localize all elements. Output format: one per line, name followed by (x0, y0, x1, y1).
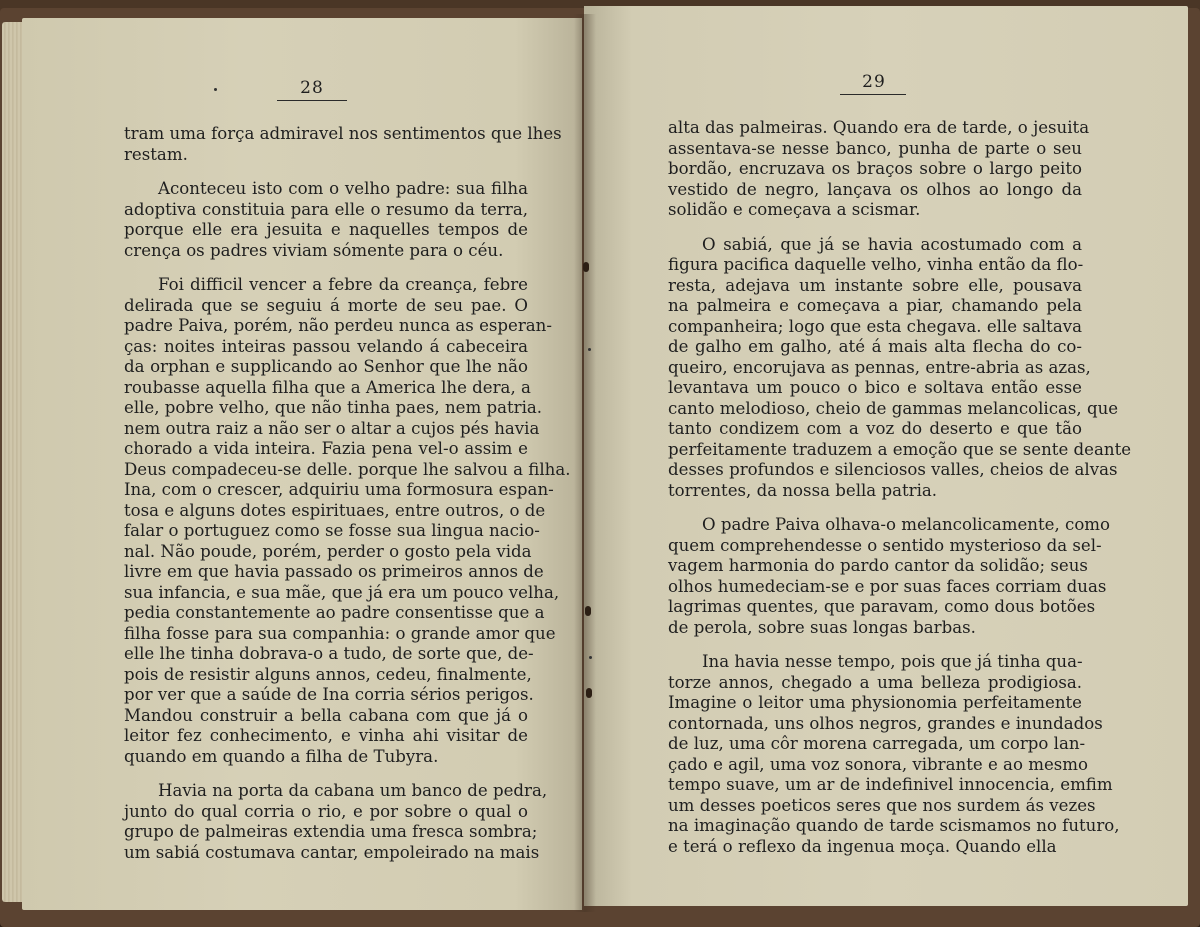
text-line: Deus compadeceu-se delle. porque lhe salvou a filha. (124, 459, 571, 479)
text-line: chorado a vida inteira. Fazia pena vel-o assim e (124, 439, 528, 458)
text-line: vestido de negro, lançava os olhos ao longo da (668, 179, 1082, 199)
text-line: companheira; logo que esta chegava. elle saltava (668, 316, 1082, 336)
text-line: porque elle era jesuita e naquelles tempos de (124, 220, 528, 239)
text-line: pois de resistir alguns annos, cedeu, finalmente, (124, 664, 532, 684)
text-line: ças: noites inteiras passou velando á cabeceira (124, 336, 528, 356)
text-line: por ver que a saúde de Ina corria sérios perigos. (124, 685, 534, 704)
text-line: elle, pobre velho, que não tinha paes, nem patria. (124, 398, 543, 417)
page-number-rule-right (840, 94, 906, 95)
page-number-right: 29 (862, 72, 886, 92)
text-line: um desses poeticos seres que nos surdem ás vezes (668, 795, 1096, 815)
text-line: pedia constantemente ao padre consentisse que a (124, 603, 545, 622)
paragraph (124, 781, 548, 863)
text-line: bordão, encruzava os braços sobre o largo peito (668, 159, 1082, 178)
text-line: na palmeira e começava a piar, chamando pela (668, 296, 1082, 315)
text-line: çado e agil, uma voz sonora, vibrante e ao mesmo (668, 754, 1089, 774)
left-page-text (124, 124, 571, 863)
text-line: restam. (124, 144, 188, 164)
text-line: resta, adejava um instante sobre elle, pousava (668, 275, 1082, 295)
text-line: junto do qual corria o rio, e por sobre o qual o (124, 801, 528, 821)
page-number-left: 28 (300, 78, 324, 98)
paragraph (124, 124, 562, 165)
text-line: nem outra raiz a não ser o altar a cujos pés havia (124, 418, 540, 438)
text-line: solidão e começava a scismar. (668, 200, 921, 219)
text-line: filha fosse para sua companhia: o grande amor que (124, 623, 556, 643)
text-line: falar o portuguez como se fosse sua lingua nacio- (124, 521, 540, 540)
text-line: adoptiva constituia para elle o resumo da terra, (124, 199, 528, 219)
paragraph-gap (668, 221, 1082, 235)
text-line: tempo suave, um ar de indefinivel innocencia, emfim (668, 775, 1113, 794)
text-line: grupo de palmeiras extendia uma fresca sombra; (124, 822, 538, 841)
text-line: Imagine o leitor uma physionomia perfeitamente (668, 693, 1082, 712)
text-line: Mandou construir a bella cabana com que já o (124, 705, 528, 725)
paragraph-gap (668, 638, 1082, 652)
binding-hole (589, 656, 592, 659)
text-line: de perola, sobre suas longas barbas. (668, 617, 976, 637)
text-line: assentava-se nesse banco, punha de parte o seu (668, 138, 1082, 158)
text-line: leitor fez conhecimento, e vinha ahi visitar de (124, 726, 528, 745)
paragraph (124, 179, 528, 261)
text-line: torrentes, da nossa bella patria. (668, 480, 938, 500)
paragraph (668, 515, 1111, 638)
text-line: alta das palmeiras. Quando era de tarde, o jesuita (668, 118, 1090, 137)
text-line: Ina havia nesse tempo, pois que já tinha qua- (702, 652, 1083, 671)
ink-dot (214, 88, 217, 91)
text-line: contornada, uns olhos negros, grandes e inundados (668, 713, 1103, 733)
text-line: canto melodioso, cheio de gammas melancolicas, que (668, 398, 1119, 418)
paragraph-gap (124, 261, 528, 275)
text-line: desses profundos e silenciosos valles, cheios de alvas (668, 460, 1118, 479)
text-line: levantava um pouco o bico e soltava então esse (668, 378, 1082, 397)
paragraph-gap (668, 501, 1082, 515)
text-line: nal. Não poude, porém, perder o gosto pela vida (124, 541, 532, 561)
paragraph (668, 118, 1090, 221)
text-line: lagrimas quentes, que paravam, como dous botões (668, 597, 1096, 616)
text-line: Havia na porta da cabana um banco de pedra, (158, 781, 548, 800)
text-line: torze annos, chegado a uma belleza prodigiosa. (668, 672, 1082, 692)
left-page (22, 18, 582, 910)
paragraph-gap (124, 165, 528, 179)
right-page-text (668, 118, 1132, 857)
text-line: livre em que havia passado os primeiros annos de (124, 562, 544, 581)
page-number-rule-left (277, 100, 347, 101)
text-line: tram uma força admiravel nos sentimentos que lhes (124, 124, 562, 143)
text-line: quando em quando a filha de Tubyra. (124, 746, 439, 766)
binding-hole (588, 348, 591, 351)
text-line: de galho em galho, até á mais alta flecha do co- (668, 337, 1082, 356)
text-line: perfeitamente traduzem a emoção que se sente deante (668, 439, 1132, 459)
text-line: O padre Paiva olhava-o melancolicamente, como (702, 515, 1111, 534)
text-line: tanto condizem com a voz do deserto e que tão (668, 419, 1082, 438)
text-line: delirada que se seguiu á morte de seu pae. O (124, 295, 528, 315)
text-line: Foi difficil vencer a febre da creança, febre (158, 275, 528, 294)
text-line: Ina, com o crescer, adquiriu uma formosura espan- (124, 480, 554, 499)
text-line: padre Paiva, porém, não perdeu nunca as esperan- (124, 316, 552, 335)
text-line: tosa e alguns dotes espirituaes, entre outros, o de (124, 500, 546, 520)
text-line: na imaginação quando de tarde scismamos no futuro, (668, 816, 1120, 835)
text-line: um sabiá costumava cantar, empoleirado na mais (124, 842, 540, 862)
text-line: vagem harmonia do pardo cantor da solidão; seus (668, 556, 1088, 575)
paragraph (668, 234, 1132, 502)
text-line: O sabiá, que já se havia acostumado com a (702, 234, 1082, 254)
text-line: quem comprehendesse o sentido mysterioso da sel- (668, 535, 1102, 555)
paragraph (668, 652, 1120, 857)
text-line: figura pacifica daquelle velho, vinha então da flo- (668, 255, 1084, 274)
text-line: queiro, encorujava as pennas, entre-abria as azas, (668, 357, 1091, 377)
binding-stitch (585, 606, 591, 616)
text-line: elle lhe tinha dobrava-o a tudo, de sorte que, de- (124, 644, 534, 663)
text-line: olhos humedeciam-se e por suas faces corriam duas (668, 576, 1107, 596)
text-line: da orphan e supplicando ao Senhor que lhe não (124, 357, 528, 376)
text-line: de luz, uma côr morena carregada, um corpo lan- (668, 734, 1086, 753)
paragraph (124, 275, 571, 767)
binding-stitch (583, 262, 589, 272)
book-gutter (574, 14, 596, 912)
binding-stitch (586, 688, 592, 698)
paragraph-gap (124, 767, 528, 781)
text-line: e terá o reflexo da ingenua moça. Quando ella (668, 836, 1057, 856)
text-line: crença os padres viviam sómente para o céu. (124, 240, 504, 260)
text-line: Aconteceu isto com o velho padre: sua filha (158, 179, 528, 198)
text-line: roubasse aquella filha que a America lhe dera, a (124, 377, 531, 397)
text-line: sua infancia, e sua mãe, que já era um pouco velha, (124, 582, 560, 602)
right-page (584, 6, 1188, 906)
